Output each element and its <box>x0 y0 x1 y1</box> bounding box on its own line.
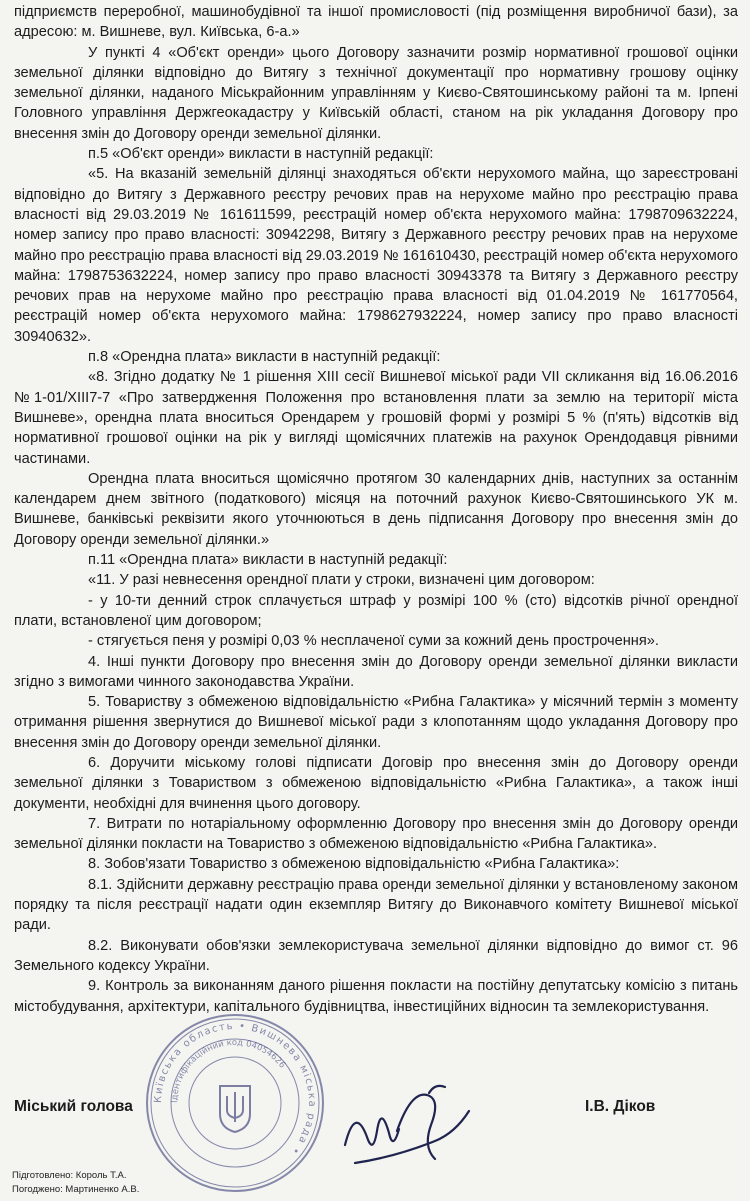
paragraph-p8-text: «8. Згідно додатку № 1 рішення XIII сесії Вишневої міської ради VII скликання від 16.06.2016 №1-01/XIII7-7 «Про затвердження Положення про встановлення плати за землю на території міста Вишневе», орендна плата вноситься Орендарем у грошовій формі у розмірі 5 % (п'ять) відсотків від нормативної грошової оцінки на рік у вигляді щомісячних платежів на рахунок Орендодавця рівними частинами. <box>14 369 738 467</box>
paragraph-p11-heading: п.11 «Орендна плата» викласти в наступній редакції: <box>88 552 448 569</box>
paragraph-address-end: підприємств переробної, машинобудівної та іншої промисловості (під розміщення виробничої бази), за адресою: м. Вишневе, вул. Київська, 6-а.» <box>14 4 738 41</box>
mayor-name: І.В. Діков <box>585 1098 656 1115</box>
prepared-by: Підготовлено: Король Т.А. <box>12 1170 127 1181</box>
paragraph-p5-text: «5. На вказаній земельній ділянці знаходяться об'єкти нерухомого майна, що зареєстровані відповідно до Витягу з Державного реєстру речових прав на нерухоме майно про реєстрацію права власності від 29.03.2019 № 161611599, реєстрацій номер об'єкта нерухомого майна: 1798709632224, номер запису про право власності: 30942298, Витягу з Державного реєстру речових прав на нерухоме майно про реєстрацію права власності від 29.03.2019 № 161610430, реєстрацій номер об'єкта нерухомого майна: 1798753632224, номер запису про право власності 30943378 та Витягу з Державного реєстру речових прав на нерухоме майно про реєстрацію права власності від 01.04.2019 № 161770564, реєстрацій номер об'єкта нерухомого майна: 1798627932224, номер запису про право власності 30940632». <box>14 166 738 345</box>
seal-ring-text: Київська область • Вишнева міська рада • <box>152 1020 318 1158</box>
signature-row <box>14 1098 738 1124</box>
document-body <box>14 2 738 1017</box>
paragraph-item-8-2: 8.2. Виконувати обов'язки землекористувача земельної ділянки відповідно до вимог ст. 96 Земельного кодексу України. <box>14 937 738 974</box>
mayor-title: Міський голова <box>14 1098 133 1115</box>
paragraph-item-5: 5. Товариству з обмеженою відповідальністю «Рибна Галактика» у місячний термін з моменту отримання рішення звернутися до Вишневої міської ради з клопотанням щодо укладання Договору про внесення змін до Договору оренди земельної ділянки. <box>14 694 738 751</box>
seal-code-text: Ідентифікаційний код 04054626 <box>169 1037 288 1104</box>
handwritten-signature <box>325 1075 495 1185</box>
agreed-by: Погоджено: Мартиненко А.В. <box>12 1184 140 1195</box>
paragraph-p11-text: «11. У разі невнесення орендної плати у строки, визначені цим договором: <box>88 572 595 589</box>
paragraph-p8-heading: п.8 «Орендна плата» викласти в наступній редакції: <box>88 349 441 366</box>
paragraph-item-4: У пункті 4 «Об'єкт оренди» цього Договору зазначити розмір нормативної грошової оцінки земельної ділянки відповідно до Витягу з технічної документації про нормативну грошову оцінку земельної ділянки, наданого Міськрайонним управлінням у Києво-Святошинському районі та м. Ірпені Головного управління Держгеокадастру у Київській області, станом на рік укладання Договору про внесення змін до Договору оренди земельної ділянки. <box>14 44 738 142</box>
paragraph-item-7: 7. Витрати по нотаріальному оформленню Договору про внесення змін до Договору оренди земельної ділянки покласти на Товариство з обмеженою відповідальністю «Рибна Галактика». <box>14 815 738 853</box>
paragraph-p5-heading: п.5 «Об'єкт оренди» викласти в наступній редакції: <box>88 146 434 163</box>
paragraph-p11-fine: - у 10-ти денний строк сплачується штраф у розмірі 100 % (сто) відсотків річної орендної плати, встановленої цим договором; <box>14 592 738 629</box>
paragraph-p11-penalty: - стягується пеня у розмірі 0,03 % несплаченої суми за кожний день прострочення». <box>88 633 659 650</box>
paragraph-item-6: 6. Доручити міському голові підписати Договір про внесення змін до Договору оренди земельної ділянки з Товариством з обмеженою відповідальністю «Рибна Галактика», а також інші документи, необхідні для вчинення цього договору. <box>14 754 738 812</box>
paragraph-item-4-other: 4. Інші пункти Договору про внесення змін до Договору оренди земельної ділянки викласти згідно з вимогами чинного законодавства України. <box>14 653 738 690</box>
paragraph-item-8: 8. Зобов'язати Товариство з обмеженою відповідальністю «Рибна Галактика»: <box>88 856 620 873</box>
paragraph-item-9: 9. Контроль за виконанням даного рішення покласти на постійну депутатську комісію з питань містобудування, архітектури, капітального будівництва, інвестиційних відносин та землекористування. <box>14 978 738 1015</box>
paragraph-item-8-1: 8.1. Здійснити державну реєстрацію права оренди земельної ділянки у встановленому законом порядку та після реєстрації надати один екземпляр Витягу до Виконавчого комітету Вишневої міської ради. <box>14 876 738 934</box>
paragraph-p8-payment: Орендна плата вноситься щомісячно протягом 30 календарних днів, наступних за останнім календарем днем звітного (податкового) місяця на поточний рахунок Києво-Святошинського УК м. Вишневе, банківські реквізити якого уточнюються в день підписання Договору про внесення змін до Договору оренди земельної ділянки.» <box>14 470 738 548</box>
